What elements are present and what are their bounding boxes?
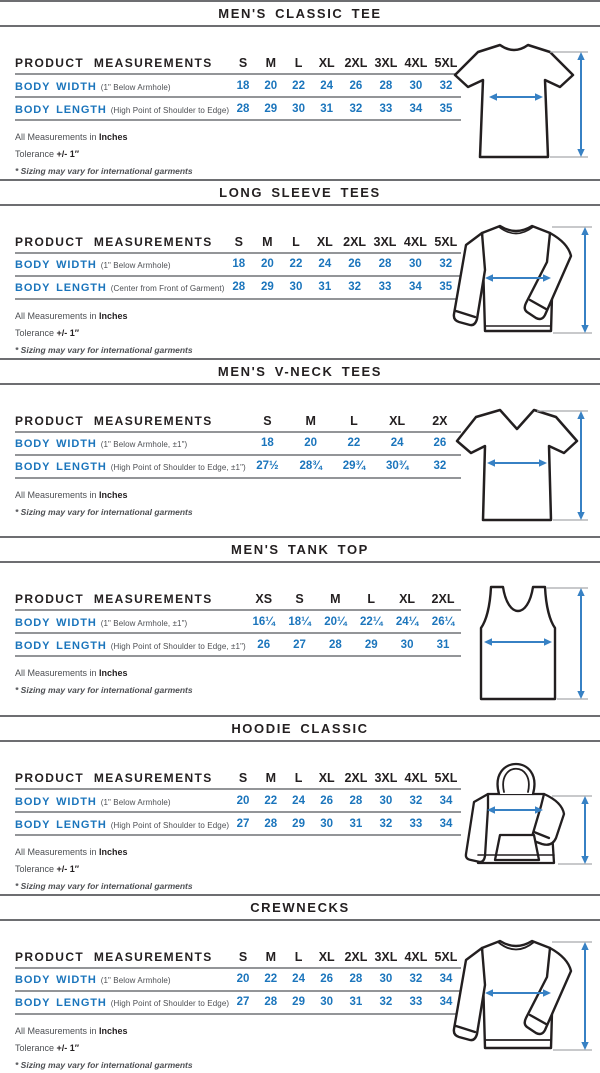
size-column-header: 3XL: [374, 56, 398, 70]
section-hoodie: [0, 715, 600, 894]
note-text: * Sizing may vary for international garments: [15, 881, 193, 892]
tank-top-diagram: [444, 579, 596, 713]
measurement-label-cell: [15, 455, 246, 478]
size-column-header: M: [265, 771, 277, 786]
note-text: Tolerance: [15, 327, 57, 338]
note-text: All Measurements in: [15, 1025, 100, 1036]
measurement-value: 28: [379, 79, 393, 92]
short-sleeve-tee-icon: [444, 39, 592, 169]
measurement-value: 24: [292, 973, 305, 986]
measurement-value: 31: [349, 817, 363, 830]
measurement-value: 28: [378, 258, 392, 271]
measurement-value: 32: [433, 460, 447, 473]
tee-outline: [455, 45, 573, 157]
size-column-header: XL: [399, 592, 416, 607]
measurement-label-cell: [15, 968, 229, 991]
measurement-value: 34: [439, 794, 453, 807]
measurement-value: 26: [320, 973, 334, 986]
section-body: [0, 27, 600, 178]
size-header-row: [15, 768, 461, 789]
measurement-value: 30: [408, 258, 422, 271]
measurement-value: 26¼: [431, 615, 455, 628]
section-body: [0, 206, 600, 357]
measurement-value: 30: [400, 638, 414, 651]
section-title-bar: [0, 179, 600, 206]
hoodie-diagram: [444, 744, 596, 886]
measurement-label-cell: [15, 610, 246, 633]
section-long-sleeve: [0, 179, 600, 358]
measurement-value: 31: [436, 638, 450, 651]
size-header-row: [15, 53, 461, 74]
measurement-value: 31: [349, 996, 363, 1009]
measurement-value: 28: [349, 794, 363, 807]
note-text: All Measurements in: [15, 489, 100, 500]
size-column-header: XL: [318, 949, 335, 964]
section-classic-tee: [0, 0, 600, 179]
measurement-value: 34: [439, 996, 453, 1009]
crewneck-sweatshirt-icon: [444, 933, 596, 1069]
measurement-value: 32: [439, 79, 453, 92]
measurement-value: 32: [349, 102, 363, 115]
length-arrow: [577, 411, 584, 520]
note-text: +/- 1″: [56, 1042, 80, 1053]
measurement-value: 32: [348, 281, 361, 294]
measurement-value: 30: [379, 973, 393, 986]
measurement-note: (High Point of Shoulder to Edge, ±1"): [110, 641, 246, 651]
section-title-bar: [0, 0, 600, 27]
measurement-row: [15, 432, 461, 455]
measurement-value: 30: [289, 281, 303, 294]
measurement-value: 24: [292, 794, 305, 807]
size-column-header: 4XL: [404, 56, 428, 70]
size-table: [15, 53, 461, 121]
measurement-value: 22: [292, 79, 305, 92]
measurement-note: (Center from Front of Garment): [110, 284, 225, 294]
measurement-label-cell: [15, 432, 246, 455]
measurement-value: 32: [409, 794, 423, 807]
measurement-value: 30: [292, 102, 305, 115]
long-sleeve-tee-icon: [444, 218, 596, 354]
section-title-bar: [0, 894, 600, 921]
size-column-header: XL: [318, 56, 335, 70]
section-title-bar: [0, 536, 600, 563]
measurement-row: [15, 276, 461, 299]
measurement-value: 16¼: [252, 615, 275, 628]
tank-top-icon: [444, 579, 592, 713]
measurement-note: (High Point of Shoulder to Edge, ±1"): [110, 463, 246, 473]
measurement-value: 18¼: [288, 615, 311, 628]
section-title-bar: [0, 715, 600, 742]
measurement-value: 29: [292, 817, 305, 830]
measurement-value: 34: [439, 817, 453, 830]
measurement-note: (1" Below Armhole): [100, 82, 171, 92]
measurement-note: (1" Below Armhole): [100, 797, 171, 807]
note-text: * Sizing may vary for international garments: [15, 1059, 193, 1070]
long-sleeve-tee-diagram: [444, 218, 596, 354]
measurement-value: 20: [236, 973, 250, 986]
measurement-note: (1" Below Armhole, ±1"): [100, 618, 188, 628]
section-body: [0, 563, 600, 714]
measurement-value: 22: [264, 794, 278, 807]
measurement-value: 24: [318, 258, 332, 271]
measurement-value: 35: [439, 102, 453, 115]
measurement-value: 28: [236, 102, 250, 115]
left-sleeve: [466, 794, 488, 862]
size-column-header: 4XL: [404, 949, 428, 964]
size-table: [15, 232, 461, 300]
measurement-label: BODY LENGTH: [15, 461, 107, 474]
measurement-value: 28: [264, 817, 278, 830]
measurement-row: [15, 455, 461, 478]
measurement-label: BODY LENGTH: [15, 282, 107, 295]
section-title: CREWNECKS: [250, 899, 350, 915]
note-text: * Sizing may vary for international garments: [15, 685, 193, 696]
section-title: MEN'S TANK TOP: [231, 542, 369, 558]
measurement-note: (High Point of Shoulder to Edge): [110, 105, 230, 115]
size-column-header: M: [265, 56, 277, 70]
measurement-value: 30: [320, 817, 334, 830]
size-column-header: L: [294, 771, 303, 786]
table-header-label: PRODUCT MEASUREMENTS: [15, 592, 213, 607]
note-text: * Sizing may vary for international garments: [15, 506, 193, 517]
size-column-header: 2XL: [344, 949, 368, 964]
measurement-value: 34: [408, 281, 422, 294]
measurement-value: 28: [264, 996, 278, 1009]
measurement-row: [15, 253, 461, 276]
measurement-value: 35: [439, 281, 453, 294]
measurement-value: 28¾: [299, 460, 322, 473]
size-column-header: XS: [255, 592, 273, 607]
measurement-label-cell: [15, 633, 246, 656]
measurement-value: 18: [236, 79, 250, 92]
note-text: Inches: [99, 310, 128, 321]
measurement-value: 20¼: [324, 615, 347, 628]
section-title-bar: [0, 358, 600, 385]
measurement-note: (1" Below Armhole): [100, 976, 171, 986]
measurement-value: 31: [320, 102, 334, 115]
measurement-label: BODY LENGTH: [15, 639, 107, 652]
measurement-label: BODY WIDTH: [15, 438, 97, 451]
v-neck-outline: [457, 410, 577, 520]
note-text: Inches: [99, 489, 128, 500]
section-tank: [0, 536, 600, 715]
measurement-value: 22: [289, 258, 303, 271]
table-header-label: PRODUCT MEASUREMENTS: [15, 949, 213, 964]
size-header-row: [15, 947, 461, 968]
measurement-value: 27: [293, 638, 306, 651]
measurement-value: 28: [232, 281, 246, 294]
measurement-label: BODY WIDTH: [15, 795, 97, 808]
short-sleeve-tee-diagram: [444, 39, 596, 169]
measurement-value: 29: [292, 996, 305, 1009]
measurement-value: 27½: [256, 460, 279, 473]
size-column-header: 2X: [432, 413, 448, 428]
crewneck-sweatshirt-diagram: [444, 933, 596, 1069]
size-column-header: 4XL: [403, 234, 427, 249]
note-text: Tolerance: [15, 1042, 57, 1053]
size-column-header: 2XL: [431, 592, 455, 607]
measurement-value: 28: [328, 638, 342, 651]
note-text: +/- 1″: [56, 327, 80, 338]
measurement-value: 27: [236, 817, 250, 830]
size-column-header: XL: [389, 413, 406, 428]
measurement-value: 34: [409, 102, 423, 115]
measurement-value: 26: [433, 437, 447, 450]
measurement-value: 30: [409, 79, 423, 92]
measurement-value: 32: [379, 996, 393, 1009]
measurement-row: [15, 610, 461, 633]
v-neck-tee-icon: [444, 403, 592, 533]
size-header-row: [15, 232, 461, 253]
size-column-header: 5XL: [434, 949, 458, 964]
size-column-header: S: [238, 56, 248, 70]
measurement-value: 26: [348, 258, 361, 271]
section-crewneck: [0, 894, 600, 1073]
measurement-value: 32: [379, 817, 393, 830]
note-text: All Measurements in: [15, 310, 100, 321]
size-header-row: [15, 411, 461, 432]
note-text: All Measurements in: [15, 668, 100, 679]
measurement-value: 20: [264, 79, 278, 92]
measurement-value: 29¾: [342, 460, 366, 473]
note-text: Tolerance: [15, 149, 57, 159]
size-header-row: [15, 589, 461, 610]
size-column-header: 5XL: [434, 234, 458, 249]
measurement-value: 33: [409, 817, 423, 830]
measurement-row: [15, 812, 461, 835]
measurement-row: [15, 968, 461, 991]
measurement-value: 33: [378, 281, 392, 294]
size-column-header: 2XL: [344, 771, 368, 786]
measurement-value: 30: [320, 996, 334, 1009]
measurement-label: BODY LENGTH: [15, 818, 107, 831]
size-table: [15, 768, 461, 836]
measurement-value: 22¼: [360, 615, 383, 628]
size-column-header: L: [294, 56, 303, 70]
measurement-value: 20: [304, 437, 318, 450]
note-text: +/- 1″: [56, 149, 80, 159]
table-header-label: PRODUCT MEASUREMENTS: [15, 56, 213, 70]
note-text: Inches: [99, 847, 128, 858]
measurement-value: 30: [379, 794, 393, 807]
measurement-value: 31: [318, 281, 332, 294]
measurement-value: 26: [320, 794, 334, 807]
measurement-note: (High Point of Shoulder to Edge): [110, 820, 230, 830]
note-text: Inches: [99, 1025, 128, 1036]
measurement-value: 20: [236, 794, 250, 807]
size-column-header: 5XL: [434, 56, 458, 70]
size-column-header: S: [295, 592, 304, 607]
note-text: +/- 1″: [56, 864, 80, 875]
note-text: All Measurements in: [15, 132, 100, 142]
measurement-value: 27: [236, 996, 250, 1009]
measurement-value: 24: [320, 79, 334, 92]
measurement-value: 34: [439, 973, 453, 986]
measurement-value: 32: [439, 258, 453, 271]
measurement-label-cell: [15, 276, 224, 299]
measurement-row: [15, 789, 461, 812]
size-column-header: L: [350, 413, 358, 428]
section-title: LONG SLEEVE TEES: [219, 184, 381, 200]
measurement-label: BODY WIDTH: [15, 259, 97, 272]
measurement-value: 28: [349, 973, 363, 986]
size-column-header: M: [262, 234, 273, 249]
size-column-header: S: [238, 949, 248, 964]
measurement-row: [15, 74, 461, 97]
size-column-header: S: [234, 234, 243, 249]
measurement-row: [15, 633, 461, 656]
measurement-value: 29: [264, 102, 278, 115]
measurement-label-cell: [15, 812, 229, 835]
length-arrow: [581, 942, 588, 1050]
note-text: Tolerance: [15, 864, 57, 875]
measurement-value: 33: [409, 996, 423, 1009]
measurement-label: BODY LENGTH: [15, 103, 107, 116]
size-column-header: L: [294, 949, 303, 964]
measurement-value: 20: [260, 258, 274, 271]
v-neck-tee-diagram: [444, 403, 596, 533]
measurement-label-cell: [15, 74, 229, 97]
table-header-label: PRODUCT MEASUREMENTS: [15, 771, 213, 786]
note-text: Inches: [99, 668, 128, 679]
measurement-label-cell: [15, 253, 224, 276]
size-column-header: M: [265, 949, 277, 964]
section-body: [0, 742, 600, 893]
measurement-value: 22: [347, 437, 361, 450]
size-table: [15, 411, 461, 479]
measurement-value: 24¼: [395, 615, 419, 628]
section-title: MEN'S CLASSIC TEE: [218, 6, 382, 21]
size-column-header: M: [330, 592, 341, 607]
measurement-row: [15, 991, 461, 1014]
size-column-header: 5XL: [434, 771, 458, 786]
size-column-header: XL: [318, 771, 335, 786]
note-text: * Sizing may vary for international garments: [15, 344, 193, 355]
measurement-label-cell: [15, 97, 229, 120]
hoodie-icon: [444, 744, 596, 886]
section-title: HOODIE CLASSIC: [231, 721, 369, 737]
measurement-label-cell: [15, 991, 229, 1014]
size-column-header: 2XL: [343, 234, 367, 249]
measurement-row: [15, 97, 461, 120]
size-column-header: M: [305, 413, 316, 428]
section-title: MEN'S V-NECK TEES: [217, 363, 383, 379]
size-table: [15, 589, 461, 657]
measurement-value: 18: [261, 437, 274, 450]
table-header-label: PRODUCT MEASUREMENTS: [15, 413, 213, 428]
size-column-header: L: [292, 234, 300, 249]
measurement-value: 24: [390, 437, 404, 450]
measurement-label: BODY WIDTH: [15, 80, 97, 93]
size-column-header: 2XL: [344, 56, 368, 70]
size-table: [15, 947, 461, 1015]
size-column-header: S: [238, 771, 248, 786]
measurement-label: BODY LENGTH: [15, 997, 107, 1010]
measurement-note: (1" Below Armhole, ±1"): [100, 440, 188, 450]
pocket: [495, 835, 539, 860]
length-arrow: [577, 52, 584, 157]
measurement-value: 26: [349, 79, 363, 92]
measurement-value: 26: [257, 638, 271, 651]
measurement-value: 18: [232, 258, 246, 271]
size-column-header: L: [367, 592, 376, 607]
measurement-label: BODY WIDTH: [15, 616, 97, 629]
measurement-value: 32: [409, 973, 423, 986]
note-text: All Measurements in: [15, 847, 100, 858]
measurement-value: 22: [264, 973, 278, 986]
measurement-value: 33: [379, 102, 393, 115]
section-body: [0, 385, 600, 536]
measurement-label-cell: [15, 789, 229, 812]
size-column-header: S: [263, 413, 272, 428]
note-text: * Sizing may vary for international garments: [15, 166, 193, 176]
length-arrow: [581, 227, 588, 333]
length-arrow: [577, 588, 584, 699]
section-v-neck: [0, 358, 600, 537]
size-column-header: 4XL: [404, 771, 428, 786]
measurement-note: (High Point of Shoulder to Edge): [110, 999, 230, 1009]
size-column-header: 3XL: [374, 949, 398, 964]
size-column-header: XL: [316, 234, 333, 249]
length-arrow: [581, 796, 588, 864]
size-column-header: 3XL: [374, 771, 398, 786]
size-column-header: 3XL: [373, 234, 397, 249]
measurement-label: BODY WIDTH: [15, 974, 97, 987]
section-body: [0, 921, 600, 1072]
measurement-note: (1" Below Armhole): [100, 261, 171, 271]
measurement-value: 29: [364, 638, 378, 651]
note-text: Inches: [99, 132, 128, 142]
measurement-value: 29: [260, 281, 274, 294]
measurement-value: 30¾: [385, 460, 409, 473]
table-header-label: PRODUCT MEASUREMENTS: [15, 234, 213, 249]
